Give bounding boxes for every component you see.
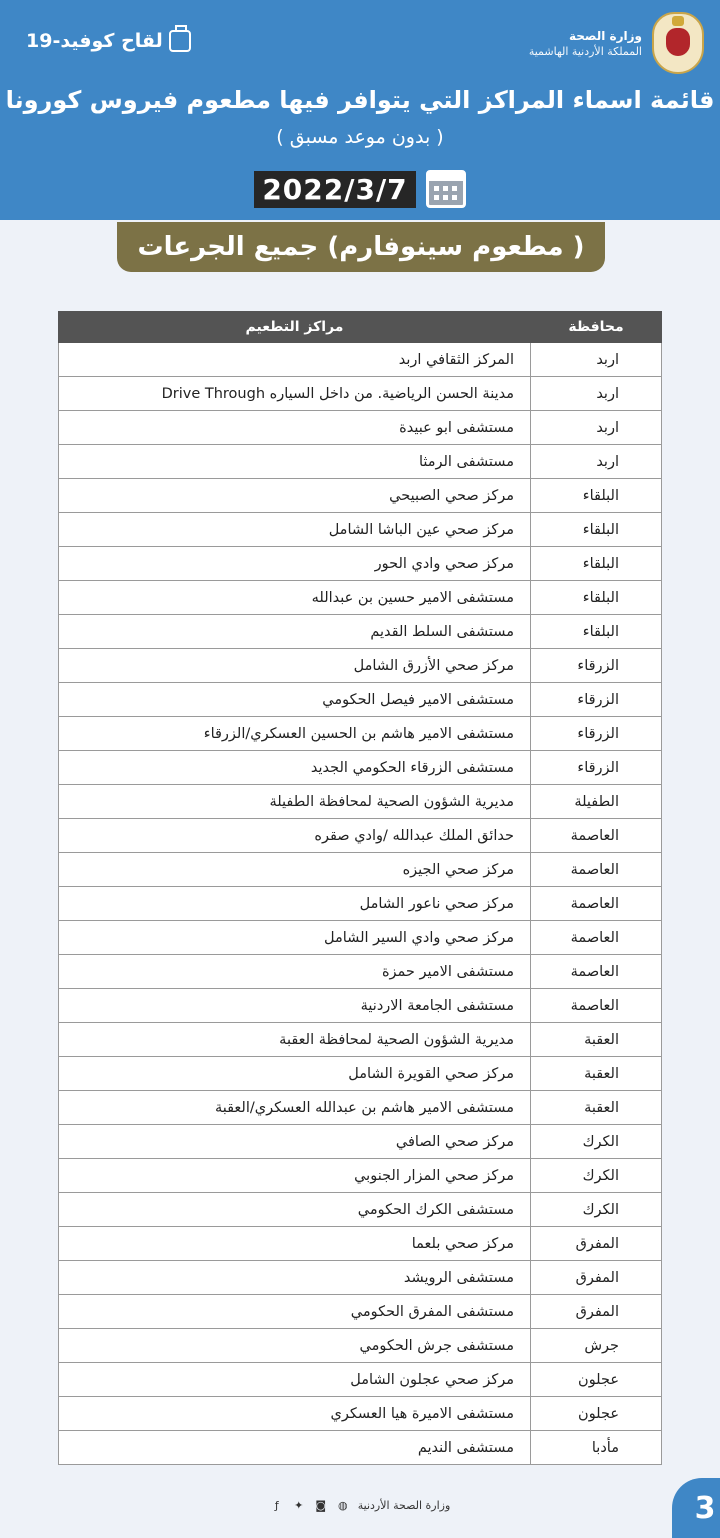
cell-center: مركز صحي عجلون الشامل xyxy=(59,1363,531,1397)
cell-governorate: اربد xyxy=(531,445,662,479)
cell-center: مستشفى الكرك الحكومي xyxy=(59,1193,531,1227)
table-row xyxy=(59,1329,662,1363)
cell-governorate: اربد xyxy=(531,343,662,377)
cell-center: مستشفى الزرقاء الحكومي الجديد xyxy=(59,751,531,785)
cell-governorate: العاصمة xyxy=(531,887,662,921)
table-row xyxy=(59,1227,662,1261)
table-body xyxy=(59,343,662,1465)
footer xyxy=(0,1490,720,1520)
table-row xyxy=(59,1193,662,1227)
cell-center: مركز صحي عين الباشا الشامل xyxy=(59,513,531,547)
cell-governorate: البلقاء xyxy=(531,581,662,615)
globe-icon: ◍ xyxy=(337,1498,348,1512)
table-row xyxy=(59,581,662,615)
cell-governorate: اربد xyxy=(531,377,662,411)
cell-center: مستشفى السلط القديم xyxy=(59,615,531,649)
cell-governorate: الزرقاء xyxy=(531,649,662,683)
cell-center: مركز صحي الصبيحي xyxy=(59,479,531,513)
cell-governorate: العاصمة xyxy=(531,819,662,853)
cell-governorate: العقبة xyxy=(531,1023,662,1057)
cell-center: مركز صحي الصافي xyxy=(59,1125,531,1159)
table-row xyxy=(59,1261,662,1295)
table-row xyxy=(59,717,662,751)
cell-governorate: البلقاء xyxy=(531,547,662,581)
table-row xyxy=(59,377,662,411)
cell-governorate: الزرقاء xyxy=(531,683,662,717)
table-row xyxy=(59,343,662,377)
table-row xyxy=(59,819,662,853)
cell-governorate: المفرق xyxy=(531,1295,662,1329)
cell-center: المركز الثقافي اربد xyxy=(59,343,531,377)
footer-text: وزارة الصحة الأردنية xyxy=(357,1498,451,1512)
cell-center: مركز صحي بلعما xyxy=(59,1227,531,1261)
table-row xyxy=(59,785,662,819)
cell-center: مستشفى الامير فيصل الحكومي xyxy=(59,683,531,717)
ministry-logo-block xyxy=(529,10,704,76)
cell-governorate: العقبة xyxy=(531,1091,662,1125)
table-row xyxy=(59,887,662,921)
cell-center: مستشفى الرويشد xyxy=(59,1261,531,1295)
cell-governorate: البلقاء xyxy=(531,513,662,547)
cell-governorate: عجلون xyxy=(531,1397,662,1431)
cell-governorate: اربد xyxy=(531,411,662,445)
cell-governorate: العقبة xyxy=(531,1057,662,1091)
table-row xyxy=(59,1057,662,1091)
cell-governorate: المفرق xyxy=(531,1261,662,1295)
table-row xyxy=(59,921,662,955)
table-row xyxy=(59,1397,662,1431)
table-row xyxy=(59,411,662,445)
cell-center: مستشفى النديم xyxy=(59,1431,531,1465)
table-row xyxy=(59,853,662,887)
cell-governorate: العاصمة xyxy=(531,921,662,955)
cell-governorate: الزرقاء xyxy=(531,717,662,751)
table-row xyxy=(59,989,662,1023)
table-row xyxy=(59,1091,662,1125)
cell-center: مستشفى جرش الحكومي xyxy=(59,1329,531,1363)
calendar-icon xyxy=(426,170,466,208)
table-row xyxy=(59,513,662,547)
table-row xyxy=(59,1023,662,1057)
vaccine-type-banner: ( مطعوم سينوفارم) جميع الجرعات xyxy=(117,222,605,272)
vaccine-tag-label: لقاح كوفيد-19 xyxy=(26,30,163,52)
cell-governorate: الكرك xyxy=(531,1159,662,1193)
table-row xyxy=(59,751,662,785)
cell-governorate: الطفيلة xyxy=(531,785,662,819)
cell-center: مستشفى الامير هاشم بن عبدالله العسكري/العقبة xyxy=(59,1091,531,1125)
cell-center: مستشفى الامير هاشم بن الحسين العسكري/الزرقاء xyxy=(59,717,531,751)
cell-governorate: المفرق xyxy=(531,1227,662,1261)
table-row xyxy=(59,1295,662,1329)
table-row xyxy=(59,615,662,649)
header-center: مراكز التطعيم xyxy=(59,312,531,343)
cell-center: مركز صحي الأزرق الشامل xyxy=(59,649,531,683)
cell-center: مستشفى المفرق الحكومي xyxy=(59,1295,531,1329)
cell-center: مركز صحي ناعور الشامل xyxy=(59,887,531,921)
centers-table xyxy=(58,311,662,1465)
cell-governorate: البلقاء xyxy=(531,479,662,513)
vaccine-vial-icon xyxy=(169,30,191,52)
page-title: قائمة اسماء المراكز التي يتوافر فيها مطعوم فيروس كورونا xyxy=(5,86,715,114)
header-governorate: محافظة xyxy=(531,312,662,343)
table-row xyxy=(59,479,662,513)
header-banner xyxy=(0,0,720,220)
instagram-icon: ◙ xyxy=(315,1498,327,1512)
cell-governorate: البلقاء xyxy=(531,615,662,649)
table-row xyxy=(59,1431,662,1465)
cell-governorate: جرش xyxy=(531,1329,662,1363)
cell-center: حدائق الملك عبدالله /وادي صقره xyxy=(59,819,531,853)
centers-table-container xyxy=(58,311,662,1465)
ministry-name: وزارة الصحة xyxy=(568,28,642,43)
cell-governorate: عجلون xyxy=(531,1363,662,1397)
cell-center: مستشفى الرمثا xyxy=(59,445,531,479)
date-row xyxy=(0,170,720,208)
table-row xyxy=(59,547,662,581)
kingdom-name: المملكة الأردنية الهاشمية xyxy=(528,44,642,58)
cell-center: مركز صحي القويرة الشامل xyxy=(59,1057,531,1091)
table-row xyxy=(59,1125,662,1159)
cell-center: مستشفى ابو عبيدة xyxy=(59,411,531,445)
cell-governorate: الكرك xyxy=(531,1125,662,1159)
cell-center: مركز صحي وادي الحور xyxy=(59,547,531,581)
table-row xyxy=(59,1159,662,1193)
table-row xyxy=(59,649,662,683)
cell-center: مركز صحي وادي السير الشامل xyxy=(59,921,531,955)
page-subtitle: ( بدون موعد مسبق ) xyxy=(276,126,444,148)
cell-center: مستشفى الجامعة الاردنية xyxy=(59,989,531,1023)
table-row xyxy=(59,445,662,479)
vaccine-tag xyxy=(26,30,191,52)
cell-center: مركز صحي الجيزه xyxy=(59,853,531,887)
cell-governorate: العاصمة xyxy=(531,853,662,887)
table-header-row xyxy=(59,312,662,343)
cell-center: مديرية الشؤون الصحية لمحافظة الطفيلة xyxy=(59,785,531,819)
twitter-icon: ✦ xyxy=(294,1498,304,1512)
cell-center: مدينة الحسن الرياضية. من داخل السياره Drive Through xyxy=(59,377,531,411)
cell-governorate: الزرقاء xyxy=(531,751,662,785)
cell-governorate: العاصمة xyxy=(531,955,662,989)
cell-governorate: الكرك xyxy=(531,1193,662,1227)
date-badge: 2022/3/7 xyxy=(254,171,415,208)
cell-center: مركز صحي المزار الجنوبي xyxy=(59,1159,531,1193)
cell-center: مستشفى الاميرة هيا العسكري xyxy=(59,1397,531,1431)
cell-center: مستشفى الامير حسين بن عبدالله xyxy=(59,581,531,615)
table-row xyxy=(59,683,662,717)
table-row xyxy=(59,955,662,989)
cell-center: مديرية الشؤون الصحية لمحافظة العقبة xyxy=(59,1023,531,1057)
facebook-icon: ƒ xyxy=(274,1498,279,1512)
cell-governorate: العاصمة xyxy=(531,989,662,1023)
page-number: 3 xyxy=(672,1478,720,1538)
jordan-crest-icon xyxy=(652,12,704,74)
cell-governorate: مأدبا xyxy=(531,1431,662,1465)
cell-center: مستشفى الامير حمزة xyxy=(59,955,531,989)
table-row xyxy=(59,1363,662,1397)
